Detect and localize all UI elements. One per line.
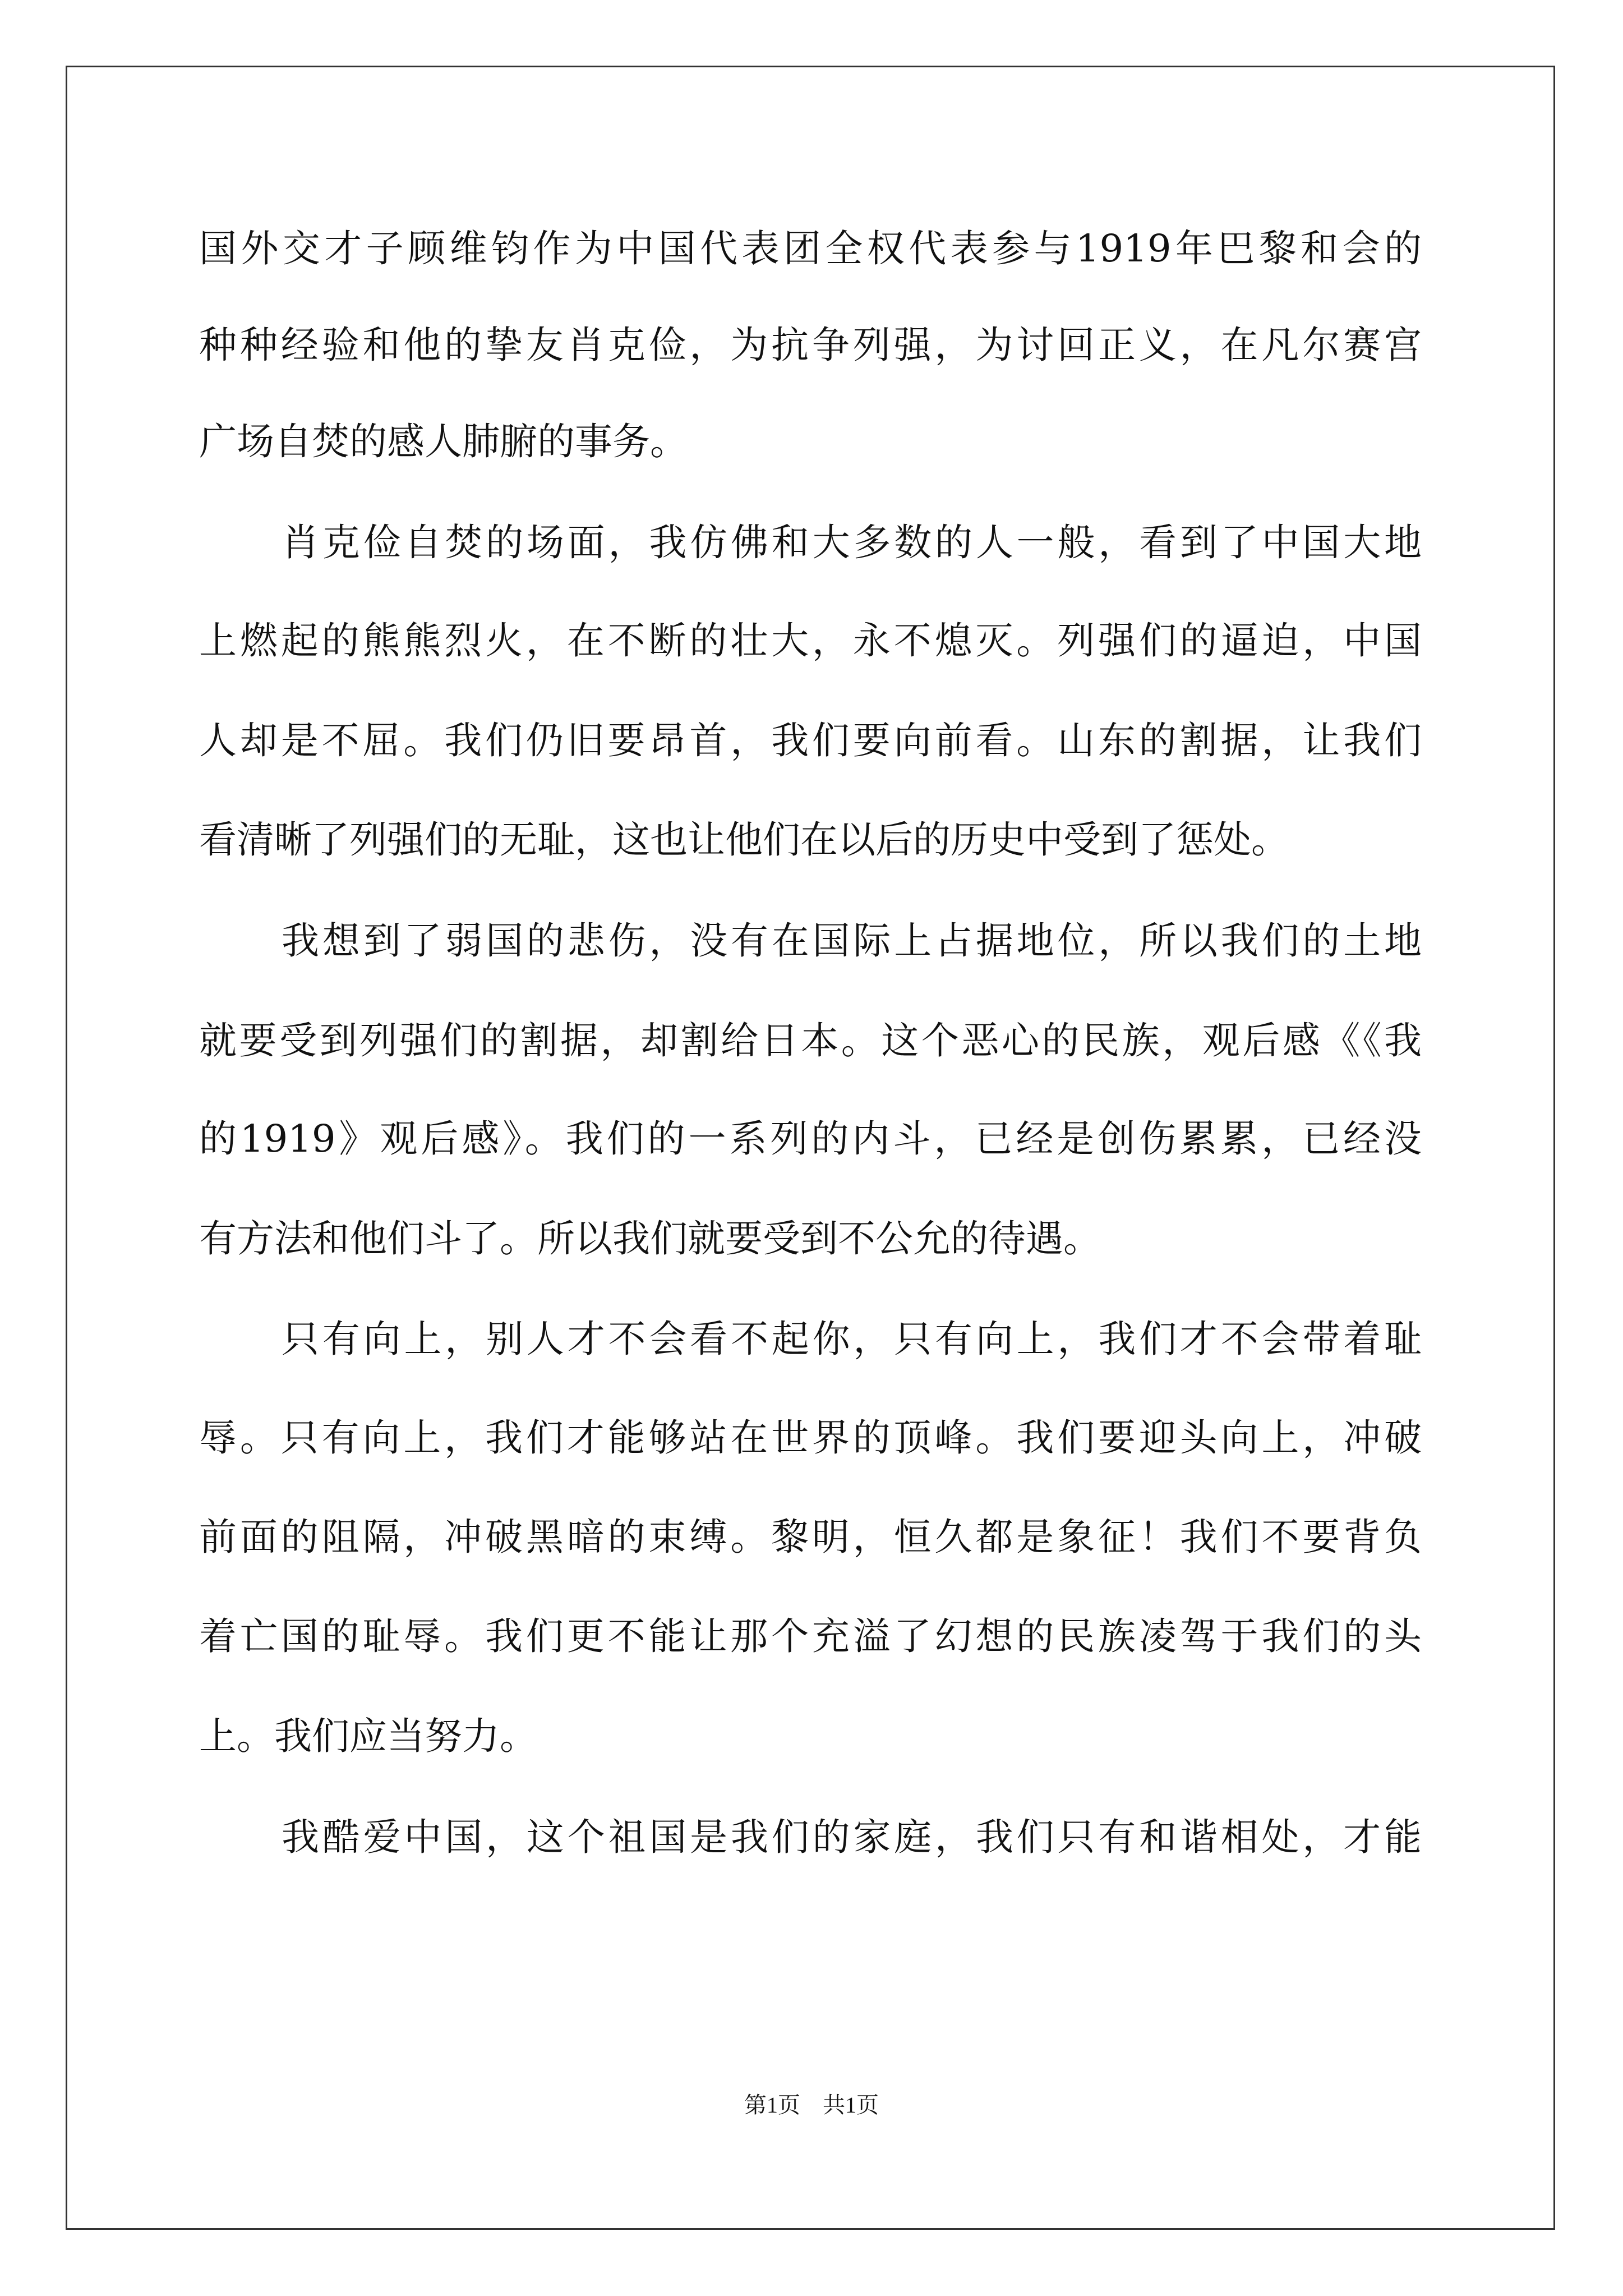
text-line: 的1919》观后感》。我们的一系列的内斗，已经是创伤累累，已经没 (199, 1117, 1422, 1161)
text-line: 辱。只有向上，我们才能够站在世界的顶峰。我们要迎头向上，冲破 (199, 1416, 1422, 1460)
paragraph-first-line: 我想到了弱国的悲伤，没有在国际上占据地位，所以我们的土地 (282, 919, 1422, 963)
text-line: 有方法和他们斗了。所以我们就要受到不公允的待遇。 (199, 1217, 1101, 1260)
text-line: 种种经验和他的挚友肖克俭，为抗争列强，为讨回正义，在凡尔赛宫 (199, 323, 1422, 367)
text-line: 广场自焚的感人肺腑的事务。 (199, 420, 688, 463)
paragraph-first-line: 我酷爱中国，这个祖国是我们的家庭，我们只有和谐相处，才能 (282, 1815, 1422, 1859)
text-line: 国外交才子顾维钧作为中国代表团全权代表参与1919年巴黎和会的 (199, 227, 1422, 270)
text-line: 上。我们应当努力。 (199, 1714, 537, 1758)
paragraph-first-line: 肖克俭自焚的场面，我仿佛和大多数的人一般，看到了中国大地 (282, 521, 1422, 564)
text-line: 人却是不屈。我们仍旧要昂首，我们要向前看。山东的割据，让我们 (199, 719, 1422, 762)
text-line: 看清晰了列强们的无耻，这也让他们在以后的历史中受到了惩处。 (199, 818, 1289, 862)
text-line: 就要受到列强们的割据，却割给日本。这个恶心的民族，观后感《《我 (199, 1019, 1422, 1062)
text-line: 着亡国的耻辱。我们更不能让那个充溢了幻想的民族凌驾于我们的头 (199, 1614, 1422, 1658)
paragraph-first-line: 只有向上，别人才不会看不起你，只有向上，我们才不会带着耻 (282, 1317, 1422, 1361)
text-line: 前面的阻隔，冲破黑暗的束缚。黎明，恒久都是象征！我们不要背负 (199, 1515, 1422, 1559)
page-number-footer: 第1页 共1页 (744, 2092, 879, 2118)
text-line: 上燃起的熊熊烈火，在不断的壮大，永不熄灭。列强们的逼迫，中国 (199, 619, 1422, 662)
